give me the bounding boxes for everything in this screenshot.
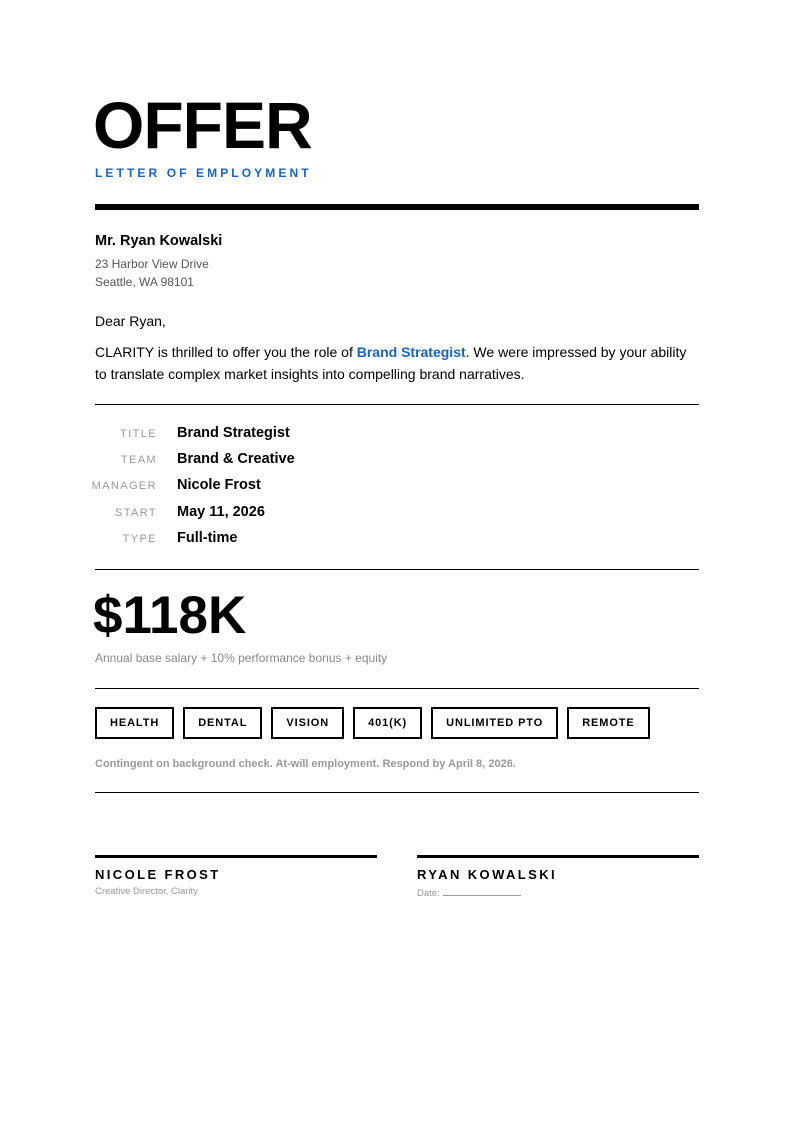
detail-value: May 11, 2026 — [177, 504, 265, 520]
divider — [95, 688, 699, 689]
detail-label: TEAM — [120, 454, 157, 466]
date-label: Date: — [417, 888, 440, 899]
salary-note: Annual base salary + 10% performance bonus + equity — [95, 651, 388, 665]
recipient-name: Mr. Ryan Kowalski — [95, 233, 223, 249]
recipient-address-line1: 23 Harbor View Drive — [95, 257, 209, 271]
role-highlight: Brand Strategist — [356, 344, 466, 360]
benefit-tag-vision: VISION — [271, 707, 344, 739]
signature-line — [417, 855, 699, 858]
benefit-tag-dental: DENTAL — [183, 707, 262, 739]
salary-amount: $118K — [93, 586, 247, 645]
divider — [95, 792, 699, 793]
letter-body — [95, 341, 699, 385]
detail-label: START — [114, 507, 157, 519]
page-title: OFFER — [93, 88, 312, 162]
detail-label: TITLE — [120, 428, 157, 440]
detail-value: Full-time — [177, 530, 238, 546]
recipient-address-line2: Seattle, WA 98101 — [95, 275, 194, 289]
detail-value: Brand & Creative — [177, 451, 295, 467]
benefit-tag-unlimited-pto: UNLIMITED PTO — [431, 707, 558, 739]
header-divider — [95, 204, 699, 210]
divider — [95, 404, 699, 405]
detail-value: Brand Strategist — [177, 425, 290, 441]
detail-label: TYPE — [122, 533, 157, 545]
benefit-tag-401k: 401(K) — [353, 707, 422, 739]
detail-row-team — [95, 446, 495, 472]
detail-label: MANAGER — [91, 480, 157, 492]
signer-name: RYAN KOWALSKI — [417, 867, 558, 882]
detail-value: Nicole Frost — [177, 477, 261, 493]
letter-body-rest: . We were impressed by your ability to translate complex market insights into compelling brand narratives. — [95, 344, 687, 382]
letter-body-intro: CLARITY is thrilled to offer you the role of — [95, 344, 357, 360]
date-blank-line — [443, 886, 521, 896]
detail-row-type — [95, 525, 495, 551]
signer-name: NICOLE FROST — [95, 867, 221, 882]
detail-row-manager — [91, 472, 495, 498]
page-subtitle: LETTER OF EMPLOYMENT — [95, 166, 312, 180]
date-field — [417, 886, 699, 899]
benefits-tags — [95, 707, 650, 739]
benefit-tag-remote: REMOTE — [567, 707, 649, 739]
greeting: Dear Ryan, — [95, 313, 166, 329]
signature-block-candidate — [417, 855, 699, 899]
detail-row-start — [95, 499, 495, 525]
detail-row-title — [95, 420, 495, 446]
fine-print: Contingent on background check. At-will employment. Respond by April 8, 2026. — [95, 758, 516, 770]
benefit-tag-health: HEALTH — [95, 707, 174, 739]
signature-block-employer — [95, 855, 377, 897]
divider — [95, 569, 699, 570]
signature-line — [95, 855, 377, 858]
signer-title: Creative Director, Clarity — [95, 886, 198, 897]
